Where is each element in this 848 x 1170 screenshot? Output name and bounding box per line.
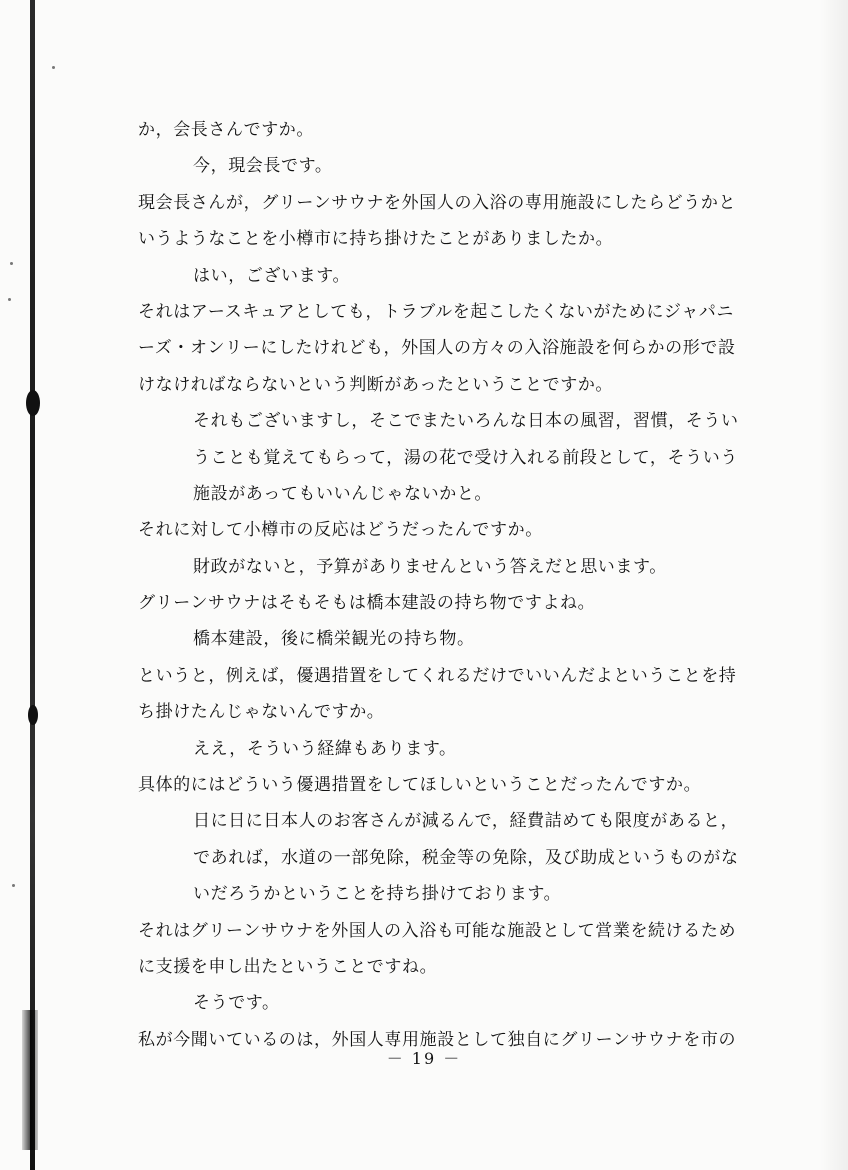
answer-line: いだろうかということを持ち掛けております。 <box>193 884 562 905</box>
answer-line: うことも覚えてもらって，湯の花で受け入れる前段として，そういう <box>193 447 738 468</box>
answer-line: そうです。 <box>193 993 280 1014</box>
scan-artifact <box>28 705 38 725</box>
scan-artifact <box>12 884 15 887</box>
question-line: に支援を申し出たということですね。 <box>138 956 438 977</box>
question-line: けなければならないという判断があったということですか。 <box>138 374 614 395</box>
answer-line: 今，現会長です。 <box>193 156 333 177</box>
scan-artifact <box>22 1010 38 1150</box>
question-line: 具体的にはどういう優遇措置をしてほしいということだったんですか。 <box>138 775 702 796</box>
answer-line: 施設があってもいいんじゃないかと。 <box>193 483 493 504</box>
question-line: いうようなことを小樽市に持ち掛けたことがありましたか。 <box>138 229 614 250</box>
question-line: それはグリーンサウナを外国人の入浴も可能な施設として営業を続けるため <box>138 920 737 941</box>
question-line: ち掛けたんじゃないんですか。 <box>138 702 385 723</box>
answer-line: ええ，そういう経緯もあります。 <box>193 738 457 759</box>
scan-shade <box>820 0 848 1170</box>
answer-line: であれば，水道の一部免除，税金等の免除，及び助成というものがな <box>193 847 739 868</box>
question-line: 現会長さんが，グリーンサウナを外国人の入浴の専用施設にしたらどうかと <box>138 192 737 213</box>
question-line: それに対して小樽市の反応はどうだったんですか。 <box>138 520 543 541</box>
answer-line: それもございますし，そこでまたいろんな日本の風習，習慣，そうい <box>193 411 739 432</box>
question-line: か，会長さんですか。 <box>138 120 314 140</box>
scan-binding-edge <box>30 0 35 1170</box>
question-line: グリーンサウナはそもそもは橋本建設の持ち物ですよね。 <box>138 593 596 614</box>
transcript-body <box>138 112 760 1058</box>
answer-line: 財政がないと，予算がありませんという答えだと思います。 <box>193 556 667 577</box>
scan-artifact <box>26 390 40 416</box>
scan-artifact <box>8 298 11 301</box>
question-line: それはアースキュアとしても，トラブルを起こしたくないがためにジャパニ <box>138 301 735 322</box>
page-number: － 19 － <box>386 1049 462 1068</box>
answer-line: はい，ございます。 <box>193 265 351 286</box>
scan-artifact <box>10 262 13 265</box>
question-line: というと，例えば，優遇措置をしてくれるだけでいいんだよということを持 <box>138 665 737 686</box>
question-line: ーズ・オンリーにしたけれども，外国人の方々の入浴施設を何らかの形で設 <box>138 338 736 359</box>
scan-artifact <box>52 66 55 69</box>
answer-line: 橋本建設，後に橋栄観光の持ち物。 <box>193 629 475 650</box>
question-line: 私が今聞いているのは，外国人専用施設として独自にグリーンサウナを市の <box>138 1029 737 1050</box>
answer-line: 日に日に日本人のお客さんが減るんで，経費詰めても限度があると， <box>193 811 739 832</box>
